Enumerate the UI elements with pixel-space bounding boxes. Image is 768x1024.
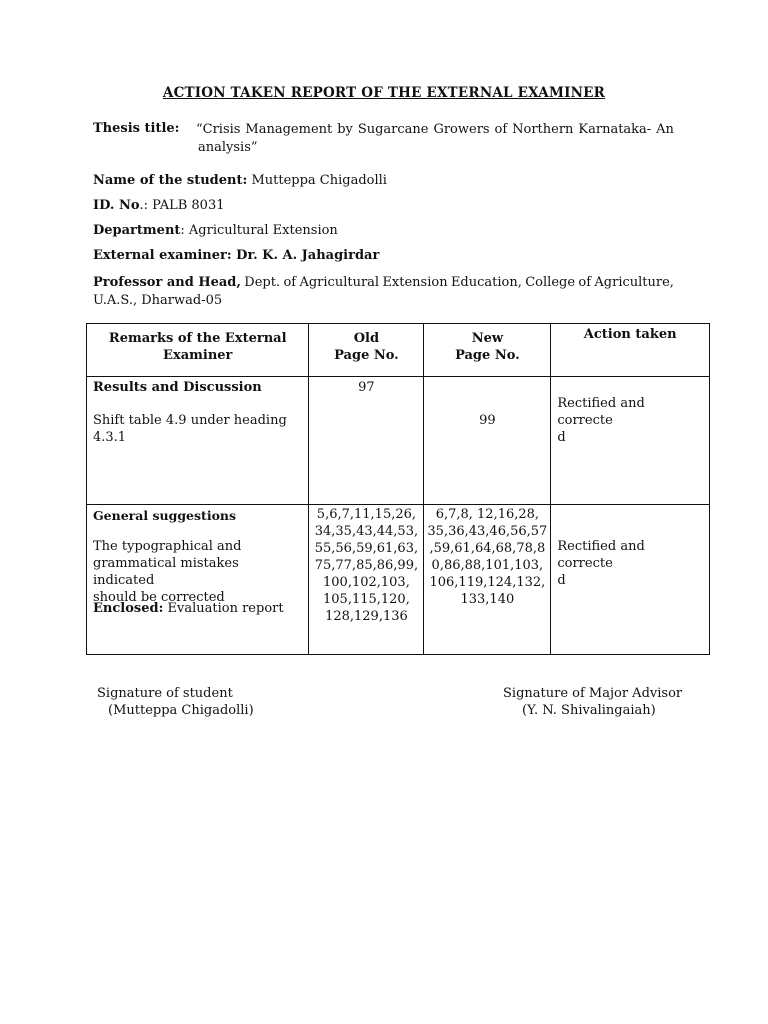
professor-line2: U.A.S., Dharwad-05: [93, 293, 223, 308]
department-label: Department: [93, 223, 181, 238]
examiner-line: [93, 248, 379, 263]
advisor-signature-name: (Y. N. Shivalingaiah): [522, 703, 656, 718]
thesis-title-line2: analysis”: [198, 140, 258, 155]
row-heading: General suggestions: [93, 508, 237, 523]
professor-line1: Professor and Head, Dept. of Agricultural Extension Education, College of Agriculture,: [93, 275, 674, 290]
enclosed-line: [93, 601, 284, 616]
student-name-line: [93, 173, 387, 188]
student-signature: [97, 685, 254, 719]
header-action-taken: Action taken: [551, 324, 710, 377]
header-new-page: New Page No.: [424, 324, 551, 377]
new-page-cell: 99: [424, 377, 551, 505]
enclosed-value: Evaluation report: [167, 601, 284, 616]
student-name-value: Mutteppa Chigadolli: [251, 173, 387, 188]
examiner-value: : Dr. K. A. Jahagirdar: [226, 248, 380, 263]
action-cell: Rectified and correcte d: [551, 505, 710, 655]
thesis-title-text: [196, 121, 674, 157]
professor-block: [93, 274, 674, 310]
table-row: [87, 377, 710, 505]
id-line: [93, 198, 225, 213]
department-line: [93, 223, 338, 238]
department-value: : Agricultural Extension: [180, 223, 338, 238]
remark-cell: Results and Discussion Shift table 4.9 under heading 4.3.1: [87, 377, 309, 505]
header-remarks: Remarks of the External Examiner: [87, 324, 309, 377]
student-name-label: Name of the student:: [93, 173, 248, 188]
student-signature-name: (Mutteppa Chigadolli): [108, 703, 254, 718]
remark-cell: General suggestions The typographical and grammatical mistakes indicated should be corrected: [87, 505, 309, 655]
old-page-cell: 5,6,7,11,15,26, 34,35,43,44,53, 55,56,59,61,63, 75,77,85,86,99, 100,102,103, 105,115,120, 128,129,136: [309, 505, 424, 655]
table-row: [87, 505, 710, 655]
old-page-cell: 97: [309, 377, 424, 505]
id-value: .: PALB 8031: [139, 198, 225, 213]
professor-label: Professor and Head,: [93, 275, 241, 290]
row-heading: Results and Discussion: [93, 380, 262, 395]
advisor-signature: [503, 685, 682, 719]
report-title: ACTION TAKEN REPORT OF THE EXTERNAL EXAMINER: [162, 85, 606, 101]
thesis-title-line1: “Crisis Management by Sugarcane Growers of Northern Karnataka- An: [196, 122, 674, 137]
header-old-page: Old Page No.: [309, 324, 424, 377]
table-header-row: [87, 324, 710, 377]
action-cell: Rectified and correcte d: [551, 377, 710, 505]
examiner-label: External examiner: [93, 248, 227, 263]
advisor-signature-title: Signature of Major Advisor: [503, 686, 683, 701]
student-signature-title: Signature of student: [97, 686, 233, 701]
id-label: ID. No: [93, 198, 140, 213]
enclosed-label: Enclosed:: [93, 601, 164, 616]
thesis-title-label: Thesis title:: [93, 121, 180, 136]
new-page-cell: 6,7,8, 12,16,28, 35,36,43,46,56,57 ,59,61,64,68,78,8 0,86,88,101,103, 106,119,124,132, 133,140: [424, 505, 551, 655]
